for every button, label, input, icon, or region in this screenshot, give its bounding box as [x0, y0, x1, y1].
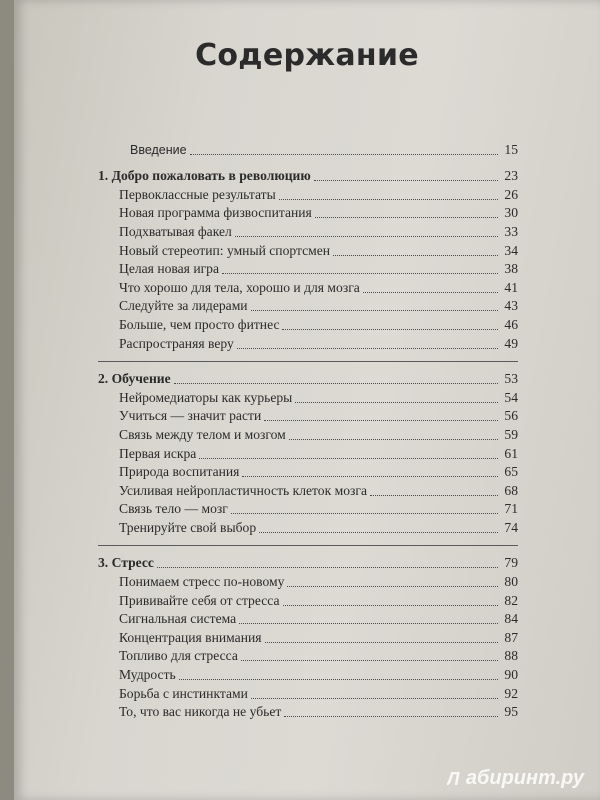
book-page [14, 0, 600, 800]
dot-leader [157, 566, 498, 568]
toc-page-number: 15 [504, 141, 518, 157]
toc-page-number: 54 [504, 389, 518, 405]
dot-leader [174, 382, 498, 384]
chapters-list [98, 167, 518, 722]
toc-page-number: 80 [504, 574, 518, 590]
svg-text:Л: Л [446, 769, 460, 788]
toc-page-number: 71 [504, 501, 518, 517]
labirint-logo-icon [447, 770, 463, 788]
toc-section-row [98, 628, 518, 647]
watermark [447, 767, 584, 790]
dot-leader [265, 641, 499, 643]
toc-chapter-row [98, 554, 518, 573]
dot-leader [289, 438, 498, 440]
toc-entry-label: Связь между телом и мозгом [119, 426, 286, 442]
toc-entry-label: Прививайте себя от стресса [119, 592, 280, 608]
dot-leader [239, 622, 498, 624]
toc-entry-label: 3. Стресс [98, 555, 154, 571]
toc-entry-label: Распространяя веру [119, 335, 234, 351]
toc-section-row [98, 185, 518, 204]
dot-leader [179, 678, 498, 680]
toc-entry-label: Новая программа физвоспитания [119, 205, 312, 221]
toc-entry-label: Топливо для стресса [119, 648, 238, 664]
dot-leader [242, 475, 498, 477]
dot-leader [199, 457, 498, 459]
toc-entry-label: Первоклассные результаты [119, 186, 276, 202]
toc-section-row [98, 665, 518, 684]
dot-leader [222, 272, 498, 274]
toc-section-row [98, 684, 518, 703]
toc-page-number: 95 [504, 704, 518, 720]
toc-entry-label: 2. Обучение [98, 371, 171, 387]
toc-intro-row [98, 140, 518, 159]
toc-section-row [98, 334, 518, 353]
toc-entry-label: Мудрость [119, 667, 176, 683]
toc-section-row [98, 481, 518, 500]
chapter-separator [98, 361, 518, 362]
toc-page-number: 74 [504, 519, 518, 535]
toc-page-number: 84 [504, 611, 518, 627]
toc-page-number: 46 [504, 316, 518, 332]
dot-leader [370, 494, 498, 496]
dot-leader [251, 697, 498, 699]
dot-leader [287, 585, 498, 587]
toc-entry-label: Учиться — значит расти [119, 408, 262, 424]
toc-entry-label: Борьба с инстинктами [119, 685, 248, 701]
toc-section-row [98, 204, 518, 223]
toc-section-row [98, 260, 518, 279]
dot-leader [363, 291, 498, 293]
toc-section-row [98, 610, 518, 629]
toc-entry-label: Что хорошо для тела, хорошо и для мозга [119, 279, 360, 295]
toc-chapter-row [98, 370, 518, 389]
toc-page-number: 88 [504, 648, 518, 664]
toc-section-row [98, 407, 518, 426]
toc-page-number: 65 [504, 464, 518, 480]
toc-section-row [98, 444, 518, 463]
dot-leader [295, 401, 498, 403]
dot-leader [279, 198, 498, 200]
toc-entry-label: Целая новая игра [119, 261, 219, 277]
dot-leader [314, 179, 498, 181]
toc-page-number: 82 [504, 592, 518, 608]
toc-entry-label: Понимаем стресс по-новому [119, 574, 285, 590]
toc-page-number: 38 [504, 261, 518, 277]
toc-entry-label: Усиливая нейропластичность клеток мозга [119, 482, 367, 498]
toc-section-row [98, 315, 518, 334]
toc-section-row [98, 572, 518, 591]
dot-leader [284, 715, 498, 717]
page-title: Содержание [195, 38, 419, 73]
toc-page-number: 41 [504, 279, 518, 295]
table-of-contents [98, 140, 518, 721]
toc-section-row [98, 500, 518, 519]
dot-leader [190, 153, 498, 155]
toc-page-number: 34 [504, 242, 518, 258]
toc-section-row [98, 463, 518, 482]
toc-page-number: 87 [504, 629, 518, 645]
toc-section-row [98, 388, 518, 407]
dot-leader [231, 512, 498, 514]
dot-leader [283, 604, 499, 606]
toc-page-number: 26 [504, 186, 518, 202]
dot-leader [259, 531, 498, 533]
toc-entry-label: Новый стереотип: умный спортсмен [119, 242, 331, 258]
toc-page-number: 92 [504, 685, 518, 701]
toc-page-number: 23 [504, 168, 518, 184]
toc-page-number: 53 [504, 371, 518, 387]
dot-leader [282, 328, 498, 330]
toc-section-row [98, 703, 518, 722]
dot-leader [333, 254, 498, 256]
toc-page-number: 49 [504, 335, 518, 351]
toc-section-row [98, 241, 518, 260]
toc-section-row [98, 647, 518, 666]
chapter-separator [98, 545, 518, 546]
toc-entry-label: Первая искра [119, 445, 197, 461]
toc-page-number: 68 [504, 482, 518, 498]
dot-leader [237, 347, 498, 349]
dot-leader [264, 419, 498, 421]
toc-entry-label: Введение [130, 142, 187, 157]
toc-chapter-row [98, 167, 518, 186]
dot-leader [251, 309, 498, 311]
dot-leader [235, 235, 498, 237]
toc-entry-label: Подхватывая факел [119, 223, 232, 239]
toc-entry-label: Связь тело — мозг [119, 501, 228, 517]
toc-entry-label: Концентрация внимания [119, 629, 262, 645]
toc-section-row [98, 591, 518, 610]
dot-leader [315, 216, 498, 218]
toc-entry-label: Нейромедиаторы как курьеры [119, 389, 293, 405]
toc-entry-label: Природа воспитания [119, 464, 240, 480]
toc-entry-label: Следуйте за лидерами [119, 298, 248, 314]
toc-section-row [98, 518, 518, 537]
toc-page-number: 61 [504, 445, 518, 461]
toc-section-row [98, 278, 518, 297]
toc-entry-label: Сигнальная система [119, 611, 237, 627]
toc-entry-label: То, что вас никогда не убьет [119, 704, 282, 720]
toc-section-row [98, 297, 518, 316]
toc-page-number: 59 [504, 426, 518, 442]
toc-page-number: 43 [504, 298, 518, 314]
toc-page-number: 33 [504, 223, 518, 239]
toc-entry-label: Тренируйте свой выбор [119, 519, 257, 535]
toc-entry-label: Больше, чем просто фитнес [119, 316, 280, 332]
toc-page-number: 30 [504, 205, 518, 221]
toc-page-number: 56 [504, 408, 518, 424]
toc-page-number: 79 [504, 555, 518, 571]
toc-entry-label: 1. Добро пожаловать в революцию [98, 168, 311, 184]
toc-section-row [98, 222, 518, 241]
toc-section-row [98, 425, 518, 444]
toc-page-number: 90 [504, 667, 518, 683]
watermark-text: абиринт.ру [465, 767, 584, 789]
dot-leader [241, 659, 498, 661]
